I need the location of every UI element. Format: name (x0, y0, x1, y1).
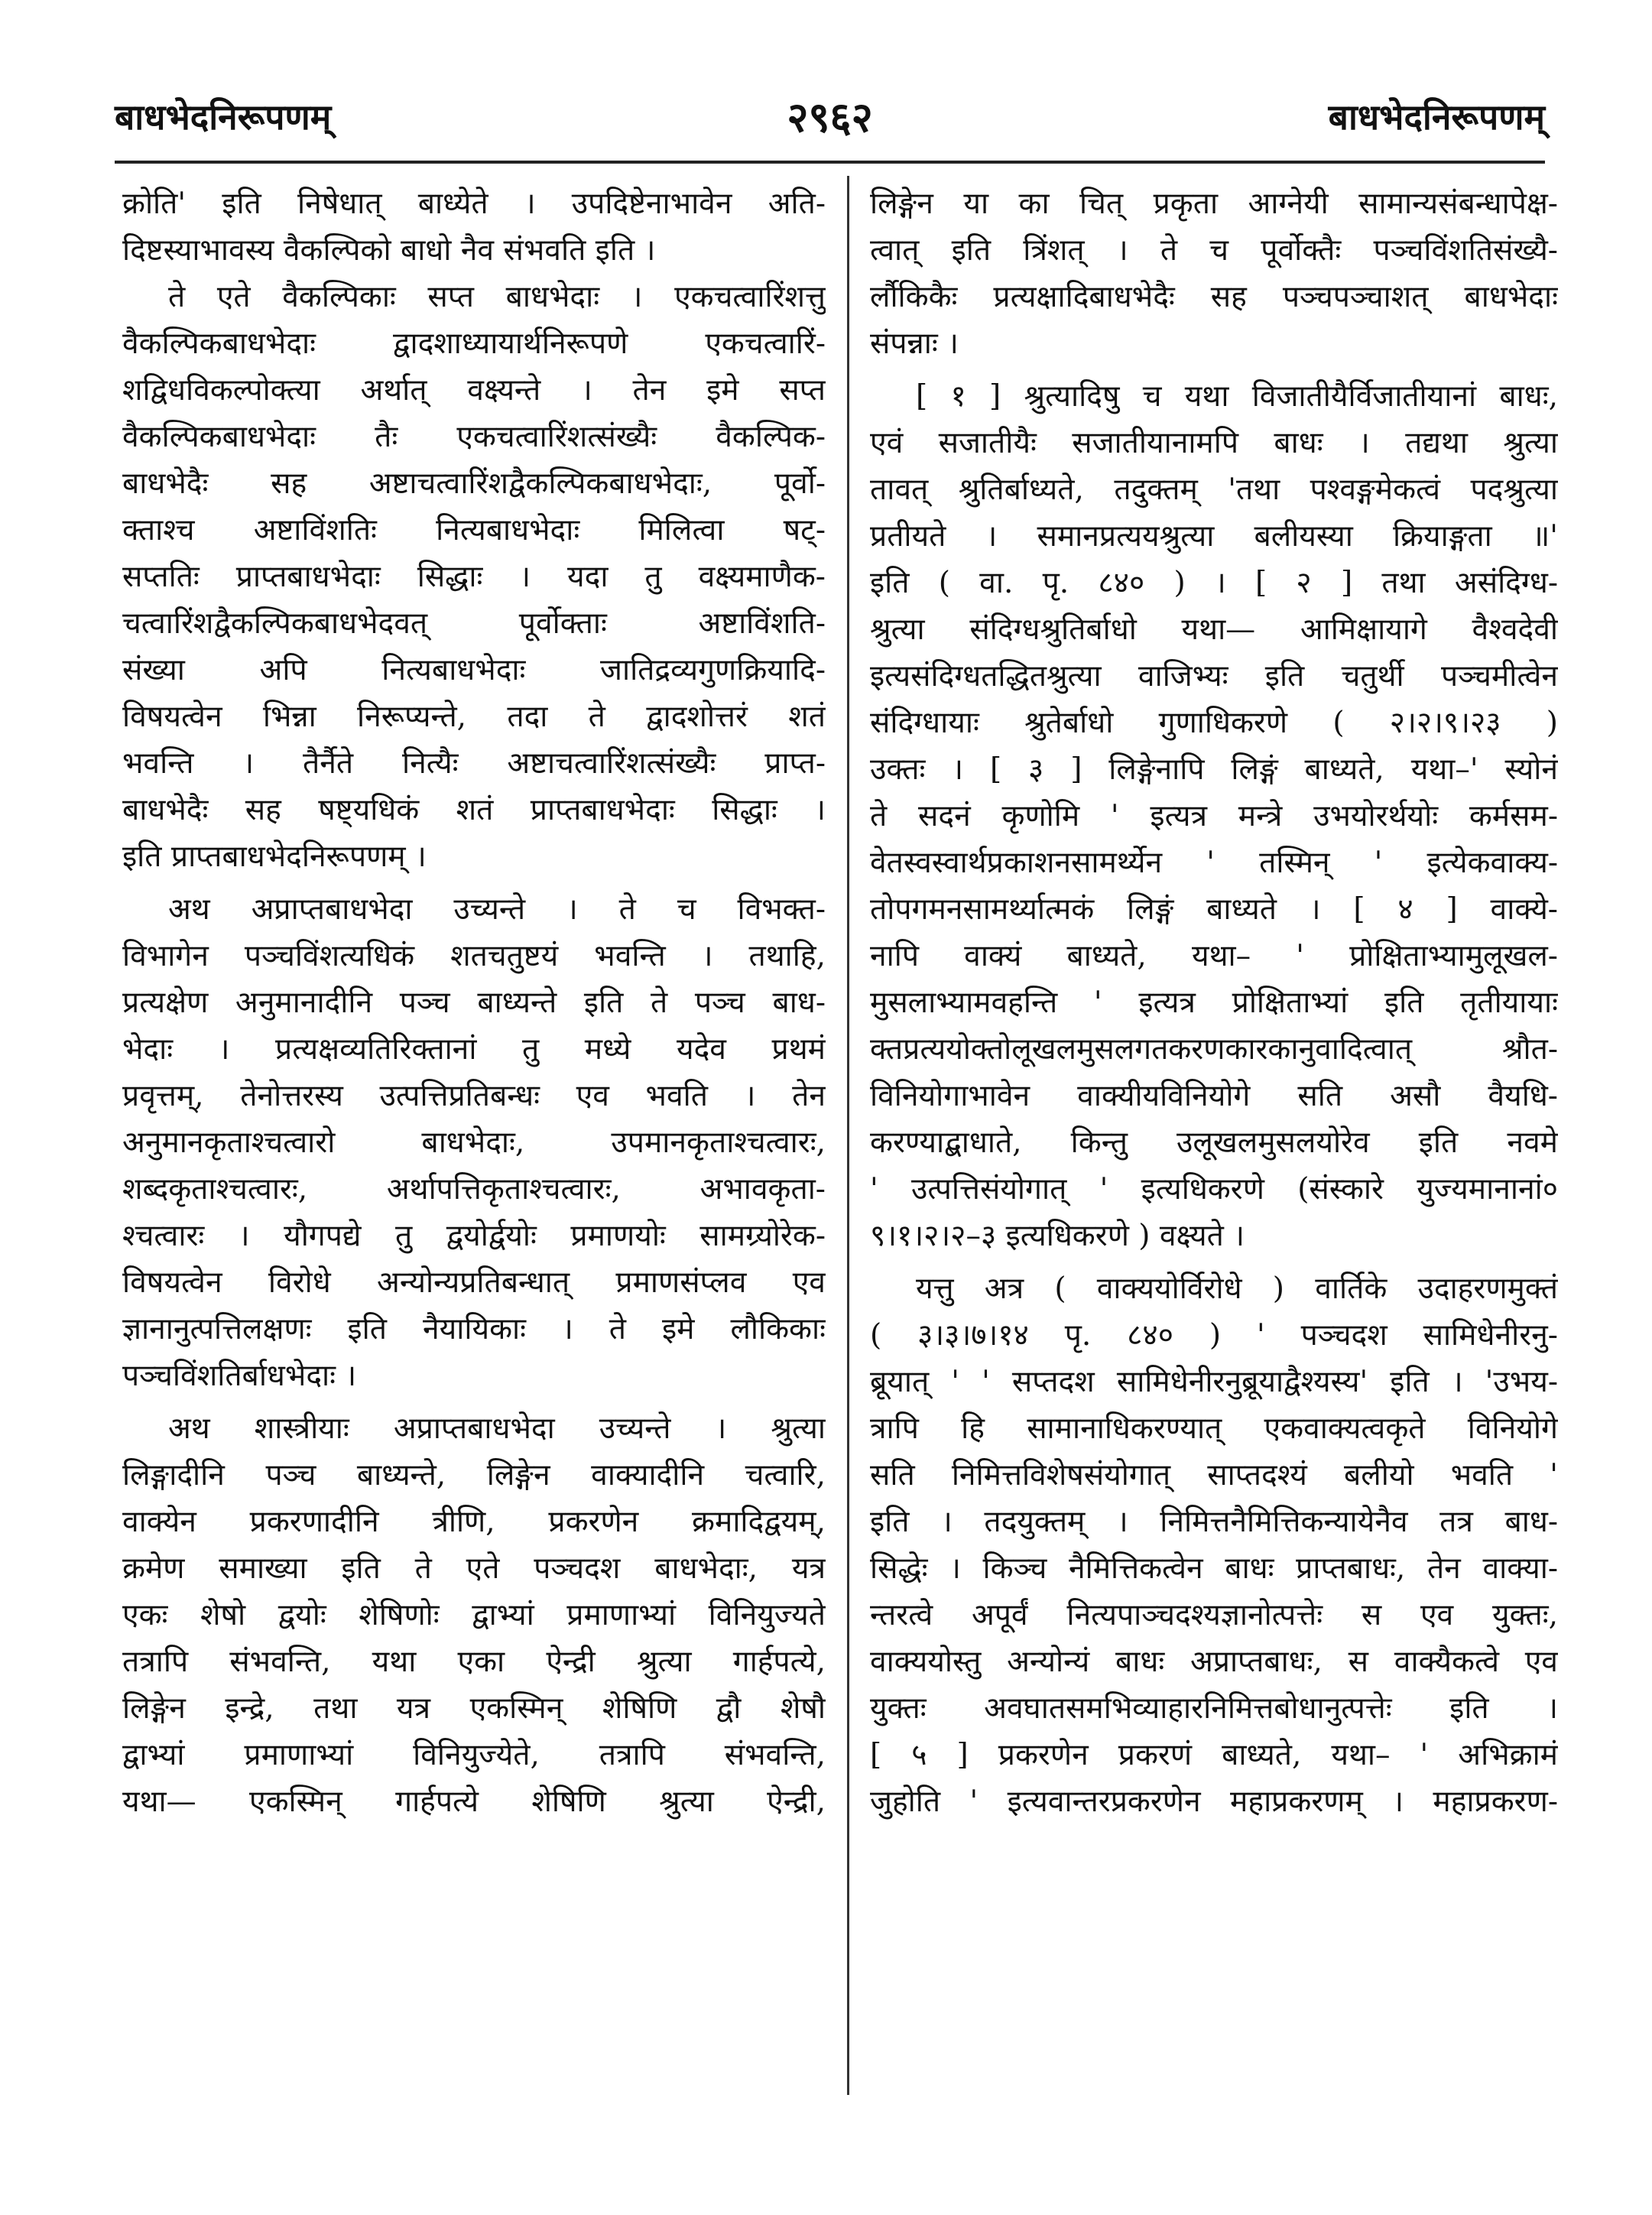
text-line: यत्तु अत्र ( वाक्ययोर्विरोधे ) वार्तिके उदाहरणमुक्तं (916, 1272, 1558, 1306)
text-line: तोपगमनसामर्थ्यात्मकं लिङ्गं बाध्यते । [ ४ ] वाक्ये- (870, 892, 1558, 927)
page-header (115, 90, 1545, 151)
right-column (870, 180, 1558, 1825)
text-line: चत्वारिंशद्वैकल्पिकबाधभेदवत् पूर्वोक्ताः अष्टाविंशति- (122, 606, 826, 641)
text-line: प्रवृत्तम्, तेनोत्तरस्य उत्पत्तिप्रतिबन्धः एव भवति । तेन (122, 1079, 826, 1113)
text-line: ' उत्पत्तिसंयोगात् ' इत्यधिकरणे (संस्कारे युज्यमानानां० (870, 1172, 1558, 1207)
text-line: संख्या अपि नित्यबाधभेदाः जातिद्रव्यगुणक्रियादि- (122, 653, 826, 687)
text-line: वाक्येन प्रकरणादीनि त्रीणि, प्रकरणेन क्रमादिद्वयम्, (122, 1505, 826, 1539)
text-line: एवं सजातीयैः सजातीयानामपि बाधः । तद्यथा श्रुत्या (870, 426, 1558, 460)
text-line: ते सदनं कृणोमि ' इत्यत्र मन्त्रे उभयोरर्थयोः कर्मसम- (870, 799, 1558, 833)
text-line: क्रमेण समाख्या इति ते एते पञ्चदश बाधभेदाः, यत्र (122, 1551, 826, 1586)
text-line: बाधभेदैः सह षष्ट्यधिकं शतं प्राप्तबाधभेदाः सिद्धाः । (122, 793, 826, 827)
text-line: श्रुत्या संदिग्धश्रुतिर्बाधो यथा— आमिक्षायागे वैश्वदेवी (870, 612, 1558, 647)
text-line: नापि वाक्यं बाध्यते, यथा– ' प्रोक्षिताभ्यामुलूखल- (870, 939, 1558, 973)
column-divider (847, 176, 849, 2095)
header-rule (115, 161, 1545, 164)
text-line: जुहोति ' इत्यवान्तरप्रकरणेन महाप्रकरणम् । महाप्रकरण- (870, 1785, 1558, 1819)
text-line: ( ३।३।७।१४ पृ. ८४० ) ' पञ्चदश सामिधेनीरनु- (870, 1318, 1558, 1353)
text-line: विभागेन पञ्चविंशत्यधिकं शतचतुष्टयं भवन्ति । तथाहि, (122, 939, 826, 973)
text-line: उक्तः । [ ३ ] लिङ्गेनापि लिङ्गं बाध्यते, यथा–' स्योनं (870, 752, 1558, 787)
text-line: विषयत्वेन भिन्ना निरूप्यन्ते, तदा ते द्वादशोत्तरं शतं (122, 700, 826, 734)
text-line: क्तप्रत्ययोक्तोलूखलमुसलगतकरणकारकानुवादित्वात् श्रौत- (870, 1032, 1558, 1067)
text-line: बाधभेदैः सह अष्टाचत्वारिंशद्वैकल्पिकबाधभेदाः, पूर्वो- (122, 466, 826, 501)
text-line: ९।१।२।२–३ इत्यधिकरणे ) वक्ष्यते । (870, 1219, 1245, 1253)
left-column (122, 180, 826, 1825)
text-line: शद्विधविकल्पोक्त्या अर्थात् वक्ष्यन्ते । तेन इमे सप्त (122, 373, 826, 408)
text-line: एकः शेषो द्वयोः शेषिणोः द्वाभ्यां प्रमाणाभ्यां विनियुज्यते (122, 1598, 826, 1632)
text-line: इति प्राप्तबाधभेदनिरूपणम् । (122, 840, 427, 874)
text-line: विषयत्वेन विरोधे अन्योन्यप्रतिबन्धात् प्रमाणसंप्लव एव (122, 1265, 826, 1300)
text-line: सिद्धेः । किञ्च नैमित्तिकत्वेन बाधः प्राप्तबाधः, तेन वाक्या- (870, 1551, 1558, 1586)
text-line: अथ अप्राप्तबाधभेदा उच्यन्ते । ते च विभक्त- (168, 892, 826, 927)
page-number: २९६२ (787, 93, 873, 141)
running-title-left: बाधभेदनिरूपणम् (115, 96, 332, 138)
text-line: ते एते वैकल्पिकाः सप्त बाधभेदाः । एकचत्वारिंशत्तु (168, 280, 826, 314)
text-line: [ १ ] श्रुत्यादिषु च यथा विजातीयैर्विजातीयानां बाधः, (916, 379, 1558, 414)
text-line: क्ताश्च अष्टाविंशतिः नित्यबाधभेदाः मिलित्वा षट्- (122, 513, 826, 547)
text-line: ब्रूयात् ' ' सप्तदश सामिधेनीरनुब्रूयाद्वैश्यस्य' इति । 'उभय- (870, 1365, 1558, 1399)
text-line: वैकल्पिकबाधभेदाः तैः एकचत्वारिंशत्संख्यैः वैकल्पिक- (122, 420, 826, 454)
text-line: भवन्ति । तैर्नैते नित्यैः अष्टाचत्वारिंशत्संख्यैः प्राप्त- (122, 746, 826, 781)
text-line: शब्दकृताश्चत्वारः, अर्थापत्तिकृताश्चत्वारः, अभावकृता- (122, 1172, 826, 1207)
text-line: प्रतीयते । समानप्रत्ययश्रुत्या बलीयस्या क्रियाङ्गता ॥' (870, 519, 1558, 554)
text-line: त्रापि हि सामानाधिकरण्यात् एकवाक्यत्वकृते विनियोगे (870, 1411, 1558, 1446)
text-line: युक्तः अवघातसमभिव्याहारनिमित्तबोधानुत्पत्तेः इति । (870, 1691, 1558, 1726)
text-line: भेदाः । प्रत्यक्षव्यतिरिक्तानां तु मध्ये यदेव प्रथमं (122, 1032, 826, 1067)
text-line: र्लौकिकैः प्रत्यक्षादिबाधभेदैः सह पञ्चपञ्चाशत् बाधभेदाः (870, 280, 1558, 314)
text-line: सति निमित्तविशेषसंयोगात् साप्तदश्यं बलीयो भवति ' (870, 1458, 1558, 1492)
text-line: लिङ्गादीनि पञ्च बाध्यन्ते, लिङ्गेन वाक्यादीनि चत्वारि, (122, 1458, 826, 1492)
text-line: न्तरत्वे अपूर्वं नित्यपाञ्चदश्यज्ञानोत्पत्तेः स एव युक्तः, (870, 1598, 1558, 1632)
text-line: दिष्टस्याभावस्य वैकल्पिको बाधो नैव संभवति इति । (122, 233, 656, 268)
text-line: सप्ततिः प्राप्तबाधभेदाः सिद्धाः । यदा तु वक्ष्यमाणैक- (122, 560, 826, 594)
text-line: वाक्ययोस्तु अन्योन्यं बाधः अप्राप्तबाधः, स वाक्यैकत्वे एव (870, 1645, 1558, 1679)
text-line: विनियोगाभावेन वाक्यीयविनियोगे सति असौ वैयधि- (870, 1079, 1558, 1113)
text-line: ज्ञानानुत्पत्तिलक्षणः इति नैयायिकाः । ते इमे लौकिकाः (122, 1312, 826, 1346)
text-line: करण्याद्बाधाते, किन्तु उलूखलमुसलयोरेव इति नवमे (870, 1125, 1558, 1160)
text-line: श्चत्वारः । यौगपद्ये तु द्वयोर्द्वयोः प्रमाणयोः सामग्र्योरेक- (122, 1219, 826, 1253)
text-line: लिङ्गेन इन्द्रे, तथा यत्र एकस्मिन् शेषिणि द्वौ शेषौ (122, 1691, 826, 1726)
text-line: अनुमानकृताश्चत्वारो बाधभेदाः, उपमानकृताश्चत्वारः, (122, 1125, 826, 1160)
text-line: इति ( वा. पृ. ८४० ) । [ २ ] तथा असंदिग्ध- (870, 566, 1558, 600)
text-line: लिङ्गेन या का चित् प्रकृता आग्नेयी सामान्यसंबन्धापेक्ष- (870, 187, 1558, 221)
text-line: वैकल्पिकबाधभेदाः द्वादशाध्यायार्थनिरूपणे एकचत्वारिं- (122, 326, 826, 361)
text-line: पञ्चविंशतिर्बाधभेदाः । (122, 1359, 357, 1393)
text-line: यथा— एकस्मिन् गार्हपत्ये शेषिणि श्रुत्या ऐन्द्री, (122, 1785, 826, 1819)
text-line: [ ५ ] प्रकरणेन प्रकरणं बाध्यते, यथा– ' अभिक्रामं (870, 1738, 1558, 1772)
text-line: तावत् श्रुतिर्बाध्यते, तदुक्तम् 'तथा पश्वङ्गमेकत्वं पदश्रुत्या (870, 473, 1558, 507)
text-line: वेतस्वस्वार्थप्रकाशनसामर्थ्येन ' तस्मिन् ' इत्येकवाक्य- (870, 846, 1558, 880)
running-title-right: बाधभेदनिरूपणम् (1328, 96, 1545, 138)
text-line: मुसलाभ्यामवहन्ति ' इत्यत्र प्रोक्षिताभ्यां इति तृतीयायाः (870, 986, 1558, 1020)
text-line: प्रत्यक्षेण अनुमानादीनि पञ्च बाध्यन्ते इति ते पञ्च बाध- (122, 986, 826, 1020)
text-line: इत्यसंदिग्धतद्धितश्रुत्या वाजिभ्यः इति चतुर्थी पञ्चमीत्वेन (870, 659, 1558, 693)
text-line: संदिग्धायाः श्रुतेर्बाधो गुणाधिकरणे ( २।२।९।२३ ) (870, 706, 1558, 740)
text-line: क्रोति' इति निषेधात् बाध्येते । उपदिष्टेनाभावेन अति- (122, 187, 826, 221)
text-line: द्वाभ्यां प्रमाणाभ्यां विनियुज्येते, तत्रापि संभवन्ति, (122, 1738, 826, 1772)
text-line: संपन्नाः । (870, 326, 959, 361)
text-line: इति । तदयुक्तम् । निमित्तनैमित्तिकन्यायेनैव तत्र बाध- (870, 1505, 1558, 1539)
text-line: अथ शास्त्रीयाः अप्राप्तबाधभेदा उच्यन्ते । श्रुत्या (168, 1411, 826, 1446)
text-line: त्वात् इति त्रिंशत् । ते च पूर्वोक्तैः पञ्चविंशतिसंख्यै- (870, 233, 1558, 268)
text-line: तत्रापि संभवन्ति, यथा एका ऐन्द्री श्रुत्या गार्हपत्ये, (122, 1645, 826, 1679)
